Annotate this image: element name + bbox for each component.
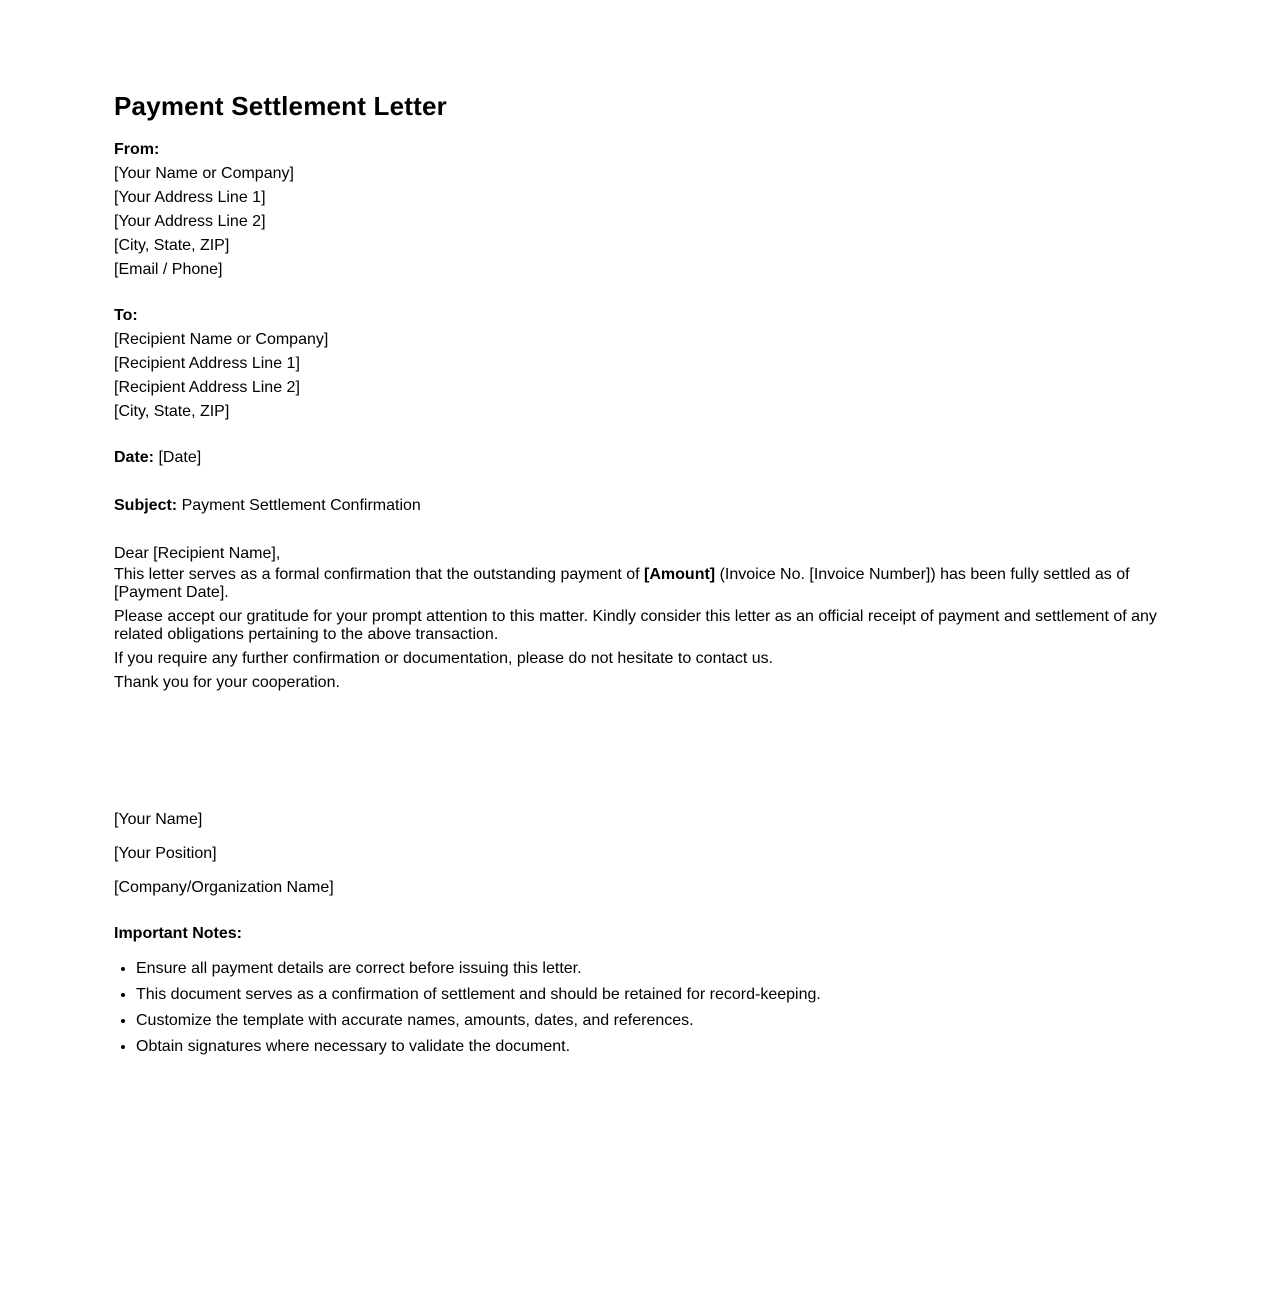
- greeting: Dear [Recipient Name],: [114, 545, 281, 562]
- body-paragraph-3: If you require any further confirmation or documentation, please do not hesitate to contact us.: [114, 650, 774, 667]
- notes-heading: [114, 922, 242, 946]
- subject-label: Subject:: [114, 497, 178, 514]
- signer-position: [Your Position]: [114, 845, 217, 862]
- signer-name: [Your Name]: [114, 811, 203, 828]
- list-item: • Ensure all payment details are correct before issuing this letter.: [136, 956, 821, 982]
- subject-value: Payment Settlement Confirmation: [181, 497, 421, 514]
- sender-email-phone: [Email / Phone]: [114, 261, 223, 278]
- body-paragraph-2: Please accept our gratitude for your prompt attention to this matter. Kindly consider this letter as an official receipt of payment and settlement of any related obligations pertaining to the above transaction.: [114, 608, 1157, 643]
- date-label: Date:: [114, 449, 155, 466]
- sender-block: [114, 138, 294, 282]
- sender-name: [Your Name or Company]: [114, 165, 294, 182]
- body-paragraph-4: Thank you for your cooperation.: [114, 674, 340, 691]
- list-item: • Customize the template with accurate names, amounts, dates, and references.: [136, 1008, 821, 1034]
- sender-address-line-2: [Your Address Line 2]: [114, 213, 266, 230]
- date-line: [114, 446, 201, 470]
- date-value: [Date]: [158, 449, 202, 466]
- letter-body: [114, 542, 1174, 698]
- body-paragraph-1-start: This letter serves as a formal confirmation that the outstanding payment of: [114, 566, 645, 583]
- body-paragraph-1-end: (Invoice No. [Invoice Number]) has been fully settled as of [Payment Date].: [114, 566, 1130, 601]
- list-item: • This document serves as a confirmation of settlement and should be retained for record-keeping.: [136, 982, 821, 1008]
- subject-line: [114, 494, 421, 518]
- notes-list: [114, 956, 821, 1060]
- body-paragraph-1: [114, 566, 1174, 602]
- signer-organization: [Company/Organization Name]: [114, 879, 334, 896]
- recipient-address-line-2: [Recipient Address Line 2]: [114, 379, 300, 396]
- sender-city-state-zip: [City, State, ZIP]: [114, 237, 230, 254]
- list-item: • Obtain signatures where necessary to validate the document.: [136, 1034, 821, 1060]
- sender-address-line-1: [Your Address Line 1]: [114, 189, 266, 206]
- to-label: To:: [114, 307, 138, 324]
- amount-placeholder: [Amount]: [644, 566, 716, 583]
- recipient-address-line-1: [Recipient Address Line 1]: [114, 355, 300, 372]
- recipient-block: [114, 304, 328, 424]
- notes-heading-text: Important Notes:: [114, 925, 242, 942]
- page-title: Payment Settlement Letter: [114, 91, 447, 121]
- recipient-name: [Recipient Name or Company]: [114, 331, 329, 348]
- from-label: From:: [114, 141, 160, 158]
- signature-block: [114, 808, 334, 910]
- recipient-city-state-zip: [City, State, ZIP]: [114, 403, 230, 420]
